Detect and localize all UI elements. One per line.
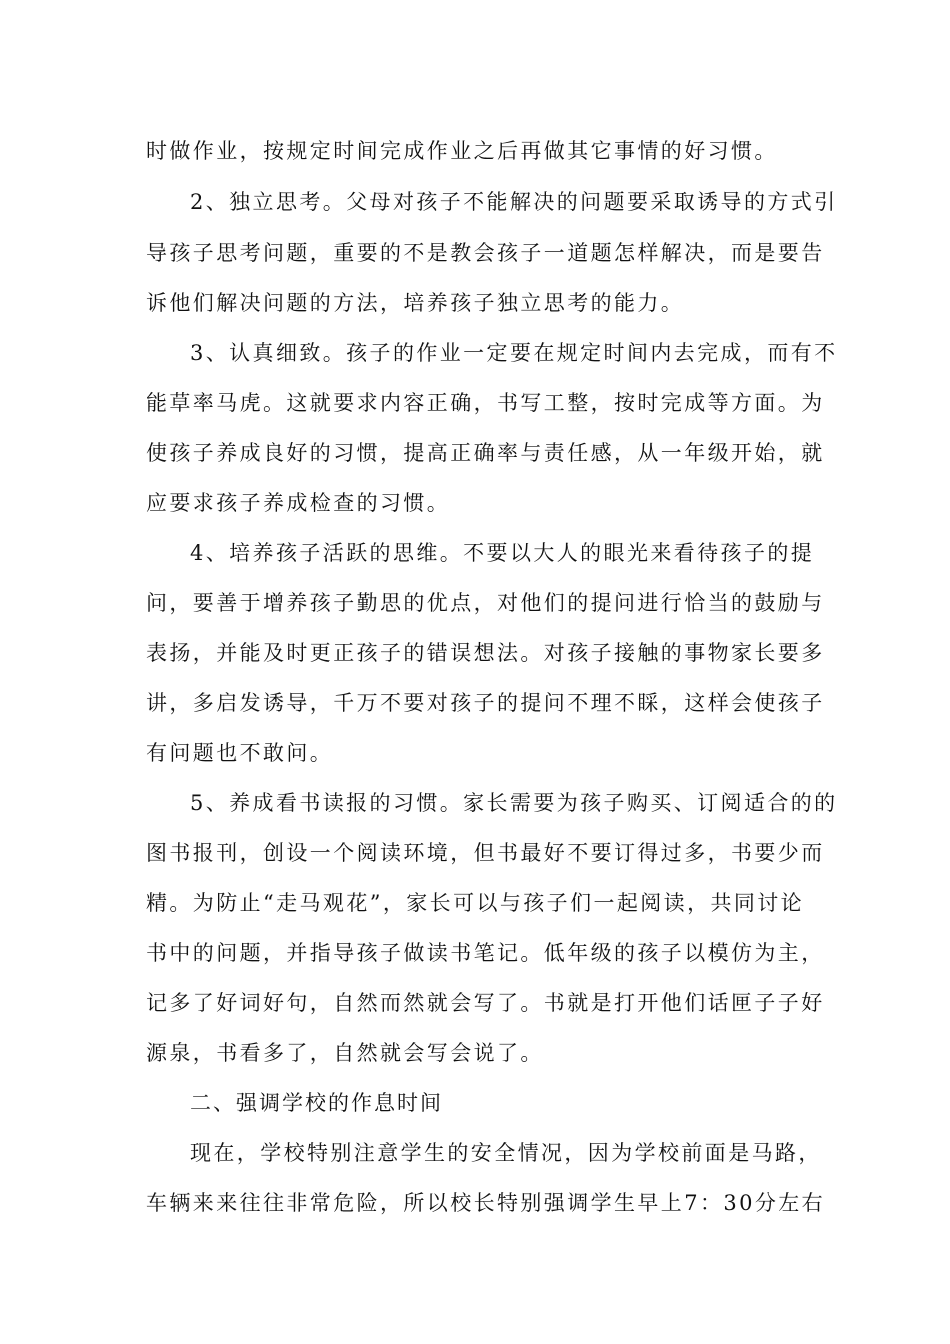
- text-line: 5、养成看书读报的习惯。家长需要为孩子购买、订阅适合的的: [190, 791, 838, 815]
- text-line: 应要求孩子养成检查的习惯。: [146, 491, 451, 515]
- text-line: 问，要善于增养孩子勤思的优点，对他们的提问进行恰当的鼓励与: [146, 591, 825, 615]
- text-line: 图书报刊，创设一个阅读环境，但书最好不要订得过多，书要少而: [146, 841, 825, 865]
- text-line: 讲，多启发诱导，千万不要对孩子的提问不理不睬，这样会使孩子: [146, 691, 825, 715]
- text-line: 3、认真细致。孩子的作业一定要在规定时间内去完成，而有不: [190, 341, 838, 365]
- text-line: 使孩子养成良好的习惯，提高正确率与责任感，从一年级开始，就: [146, 441, 825, 465]
- text-line: 诉他们解决问题的方法，培养孩子独立思考的能力。: [146, 291, 685, 315]
- text-line: 有问题也不敢问。: [146, 741, 334, 765]
- text-line: 书中的问题，并指导孩子做读书笔记。低年级的孩子以模仿为主，: [146, 941, 825, 965]
- section-heading: 二、强调学校的作息时间: [190, 1091, 443, 1115]
- text-line: 车辆来来往往非常危险，所以校长特别强调学生早上7：30分左右: [146, 1191, 826, 1215]
- text-line: 记多了好词好句，自然而然就会写了。书就是打开他们话匣子子好: [146, 991, 825, 1015]
- text-line: 源泉，书看多了，自然就会写会说了。: [146, 1041, 544, 1065]
- text-line: 4、培养孩子活跃的思维。不要以大人的眼光来看待孩子的提: [190, 541, 815, 565]
- text-line: 现在，学校特别注意学生的安全情况，因为学校前面是马路，: [190, 1141, 822, 1165]
- text-line: 导孩子思考问题，重要的不是教会孩子一道题怎样解决，而是要告: [146, 241, 825, 265]
- text-line: 2、独立思考。父母对孩子不能解决的问题要采取诱导的方式引: [190, 190, 838, 214]
- text-line: 精。为防止“走马观花”，家长可以与孩子们一起阅读，共同讨论: [146, 891, 805, 915]
- text-line: 能草率马虎。这就要求内容正确，书写工整，按时完成等方面。为: [146, 391, 825, 415]
- text-line: 表扬，并能及时更正孩子的错误想法。对孩子接触的事物家长要多: [146, 641, 825, 665]
- text-line: 时做作业，按规定时间完成作业之后再做其它事情的好习惯。: [146, 139, 778, 163]
